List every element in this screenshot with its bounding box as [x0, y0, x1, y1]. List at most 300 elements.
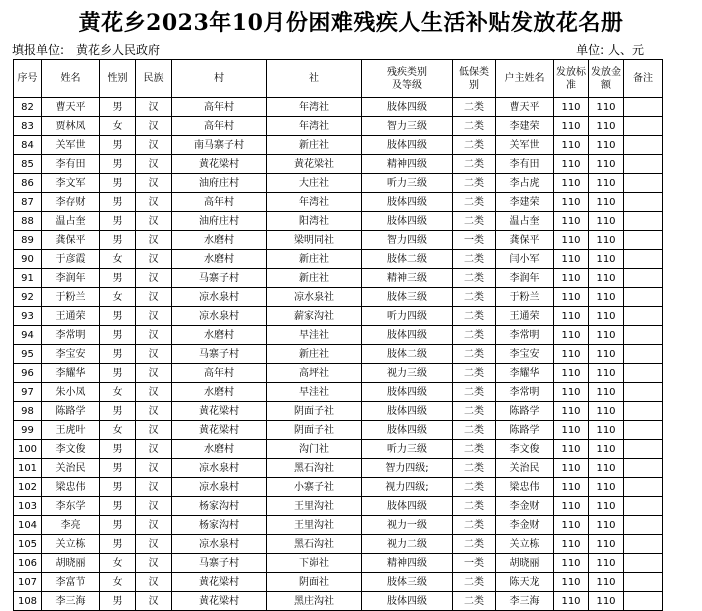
cell-dibao-category: 二类	[453, 288, 496, 307]
cell-name: 李宝安	[42, 345, 100, 364]
cell-name: 梁忠伟	[42, 478, 100, 497]
cell-ethnicity: 汉	[136, 231, 172, 250]
cell-disability: 肢体四级	[362, 402, 453, 421]
cell-dibao-category: 二类	[453, 592, 496, 611]
cell-household-head: 李三海	[496, 592, 554, 611]
cell-name: 李富节	[42, 573, 100, 592]
cell-name: 李文俊	[42, 440, 100, 459]
cell-village: 黄花梁村	[172, 155, 267, 174]
cell-seq: 104	[14, 516, 42, 535]
cell-household-head: 曹天平	[496, 98, 554, 117]
cell-dibao-category: 二类	[453, 269, 496, 288]
cell-dibao-category: 二类	[453, 364, 496, 383]
cell-remark	[624, 155, 663, 174]
cell-gender: 男	[100, 402, 136, 421]
cell-standard: 110	[554, 478, 589, 497]
cell-gender: 男	[100, 326, 136, 345]
cell-amount: 110	[589, 307, 624, 326]
table-row	[14, 231, 663, 250]
cell-remark	[624, 136, 663, 155]
col-header-remark: 备注	[624, 60, 663, 98]
cell-disability: 肢体四级	[362, 497, 453, 516]
cell-dibao-category: 一类	[453, 231, 496, 250]
cell-disability: 肢体二级	[362, 250, 453, 269]
cell-ethnicity: 汉	[136, 554, 172, 573]
cell-village: 黄花梁村	[172, 573, 267, 592]
cell-gender: 男	[100, 136, 136, 155]
cell-standard: 110	[554, 516, 589, 535]
col-header-seq: 序号	[14, 60, 42, 98]
table-row	[14, 193, 663, 212]
cell-ethnicity: 汉	[136, 364, 172, 383]
table-row	[14, 459, 663, 478]
cell-standard: 110	[554, 117, 589, 136]
col-header-name: 姓名	[42, 60, 100, 98]
cell-ethnicity: 汉	[136, 212, 172, 231]
cell-standard: 110	[554, 231, 589, 250]
cell-village: 水磨村	[172, 231, 267, 250]
cell-disability: 视力三级	[362, 364, 453, 383]
cell-remark	[624, 269, 663, 288]
cell-amount: 110	[589, 440, 624, 459]
cell-ethnicity: 汉	[136, 516, 172, 535]
cell-name: 李文军	[42, 174, 100, 193]
cell-name: 关立栋	[42, 535, 100, 554]
cell-standard: 110	[554, 250, 589, 269]
cell-seq: 98	[14, 402, 42, 421]
cell-standard: 110	[554, 497, 589, 516]
cell-remark	[624, 421, 663, 440]
cell-remark	[624, 497, 663, 516]
table-row	[14, 326, 663, 345]
cell-dibao-category: 二类	[453, 345, 496, 364]
table-row	[14, 592, 663, 611]
cell-gender: 男	[100, 516, 136, 535]
cell-name: 李东学	[42, 497, 100, 516]
cell-village: 水磨村	[172, 326, 267, 345]
cell-amount: 110	[589, 516, 624, 535]
cell-seq: 86	[14, 174, 42, 193]
cell-village: 水磨村	[172, 440, 267, 459]
table-header-row	[14, 60, 663, 98]
cell-amount: 110	[589, 174, 624, 193]
cell-disability: 精神三级	[362, 269, 453, 288]
cell-community: 大庄社	[267, 174, 362, 193]
cell-gender: 女	[100, 573, 136, 592]
cell-ethnicity: 汉	[136, 326, 172, 345]
cell-amount: 110	[589, 231, 624, 250]
cell-village: 油府庄村	[172, 174, 267, 193]
cell-gender: 男	[100, 212, 136, 231]
cell-village: 高年村	[172, 364, 267, 383]
cell-gender: 男	[100, 345, 136, 364]
cell-standard: 110	[554, 269, 589, 288]
col-header-village: 村	[172, 60, 267, 98]
cell-seq: 95	[14, 345, 42, 364]
cell-community: 新庄社	[267, 136, 362, 155]
cell-remark	[624, 478, 663, 497]
cell-disability: 肢体四级	[362, 212, 453, 231]
cell-village: 水磨村	[172, 383, 267, 402]
cell-gender: 女	[100, 288, 136, 307]
cell-dibao-category: 二类	[453, 326, 496, 345]
cell-remark	[624, 288, 663, 307]
cell-name: 王虎叶	[42, 421, 100, 440]
cell-community: 薪家沟社	[267, 307, 362, 326]
col-header-standard: 发放标 准	[554, 60, 589, 98]
cell-amount: 110	[589, 535, 624, 554]
cell-disability: 肢体三级	[362, 573, 453, 592]
cell-dibao-category: 二类	[453, 174, 496, 193]
cell-community: 沟门社	[267, 440, 362, 459]
cell-dibao-category: 二类	[453, 212, 496, 231]
cell-dibao-category: 二类	[453, 136, 496, 155]
cell-remark	[624, 535, 663, 554]
cell-household-head: 李耀华	[496, 364, 554, 383]
cell-remark	[624, 440, 663, 459]
cell-ethnicity: 汉	[136, 269, 172, 288]
cell-ethnicity: 汉	[136, 250, 172, 269]
cell-name: 龚保平	[42, 231, 100, 250]
cell-community: 下峁社	[267, 554, 362, 573]
cell-amount: 110	[589, 383, 624, 402]
cell-standard: 110	[554, 136, 589, 155]
cell-name: 李润年	[42, 269, 100, 288]
col-header-amount: 发放金 额	[589, 60, 624, 98]
col-header-disability: 残疾类别 及等级	[362, 60, 453, 98]
table-row	[14, 307, 663, 326]
cell-amount: 110	[589, 478, 624, 497]
cell-gender: 男	[100, 98, 136, 117]
form-meta-row	[12, 41, 702, 59]
cell-household-head: 李文俊	[496, 440, 554, 459]
cell-ethnicity: 汉	[136, 402, 172, 421]
cell-standard: 110	[554, 98, 589, 117]
cell-household-head: 关立栋	[496, 535, 554, 554]
cell-standard: 110	[554, 421, 589, 440]
cell-ethnicity: 汉	[136, 136, 172, 155]
cell-seq: 99	[14, 421, 42, 440]
table-row	[14, 364, 663, 383]
cell-dibao-category: 二类	[453, 250, 496, 269]
cell-amount: 110	[589, 155, 624, 174]
cell-name: 王通荣	[42, 307, 100, 326]
cell-village: 凉水泉村	[172, 307, 267, 326]
cell-village: 杨家沟村	[172, 497, 267, 516]
col-header-household-head: 户主姓名	[496, 60, 554, 98]
cell-gender: 男	[100, 231, 136, 250]
cell-ethnicity: 汉	[136, 174, 172, 193]
cell-disability: 肢体四级	[362, 136, 453, 155]
cell-ethnicity: 汉	[136, 155, 172, 174]
cell-seq: 103	[14, 497, 42, 516]
cell-village: 高年村	[172, 98, 267, 117]
cell-community: 阴面社	[267, 573, 362, 592]
cell-gender: 男	[100, 269, 136, 288]
cell-remark	[624, 364, 663, 383]
table-row	[14, 573, 663, 592]
cell-name: 李有田	[42, 155, 100, 174]
cell-household-head: 龚保平	[496, 231, 554, 250]
table-row	[14, 174, 663, 193]
cell-disability: 肢体二级	[362, 345, 453, 364]
cell-dibao-category: 二类	[453, 535, 496, 554]
cell-ethnicity: 汉	[136, 573, 172, 592]
cell-disability: 肢体四级	[362, 592, 453, 611]
cell-gender: 男	[100, 478, 136, 497]
cell-name: 李耀华	[42, 364, 100, 383]
cell-community: 黑石沟社	[267, 535, 362, 554]
cell-amount: 110	[589, 326, 624, 345]
cell-amount: 110	[589, 592, 624, 611]
cell-seq: 89	[14, 231, 42, 250]
col-header-community: 社	[267, 60, 362, 98]
cell-dibao-category: 二类	[453, 98, 496, 117]
table-row	[14, 383, 663, 402]
cell-community: 小寨子社	[267, 478, 362, 497]
cell-village: 马寨子村	[172, 345, 267, 364]
cell-dibao-category: 二类	[453, 402, 496, 421]
cell-household-head: 关治民	[496, 459, 554, 478]
table-row	[14, 497, 663, 516]
cell-ethnicity: 汉	[136, 459, 172, 478]
cell-household-head: 陈路学	[496, 421, 554, 440]
cell-remark	[624, 383, 663, 402]
cell-community: 凉水泉社	[267, 288, 362, 307]
cell-standard: 110	[554, 155, 589, 174]
cell-standard: 110	[554, 345, 589, 364]
cell-seq: 108	[14, 592, 42, 611]
cell-name: 李常明	[42, 326, 100, 345]
cell-community: 年湾社	[267, 117, 362, 136]
cell-gender: 男	[100, 440, 136, 459]
cell-ethnicity: 汉	[136, 440, 172, 459]
cell-household-head: 李宝安	[496, 345, 554, 364]
cell-community: 新庄社	[267, 250, 362, 269]
cell-amount: 110	[589, 364, 624, 383]
cell-ethnicity: 汉	[136, 383, 172, 402]
cell-disability: 听力四级	[362, 307, 453, 326]
cell-seq: 97	[14, 383, 42, 402]
cell-standard: 110	[554, 402, 589, 421]
cell-name: 陈路学	[42, 402, 100, 421]
cell-household-head: 陈天龙	[496, 573, 554, 592]
cell-dibao-category: 二类	[453, 193, 496, 212]
cell-amount: 110	[589, 421, 624, 440]
cell-dibao-category: 二类	[453, 307, 496, 326]
cell-household-head: 陈路学	[496, 402, 554, 421]
cell-seq: 84	[14, 136, 42, 155]
cell-remark	[624, 117, 663, 136]
cell-ethnicity: 汉	[136, 478, 172, 497]
cell-gender: 女	[100, 117, 136, 136]
cell-name: 李存财	[42, 193, 100, 212]
cell-community: 黄花梁社	[267, 155, 362, 174]
cell-name: 于粉兰	[42, 288, 100, 307]
cell-standard: 110	[554, 193, 589, 212]
reporting-unit-label: 填报单位:	[12, 43, 65, 57]
cell-gender: 男	[100, 497, 136, 516]
cell-standard: 110	[554, 212, 589, 231]
cell-disability: 智力三级	[362, 117, 453, 136]
table-row	[14, 98, 663, 117]
cell-standard: 110	[554, 288, 589, 307]
cell-standard: 110	[554, 573, 589, 592]
cell-community: 梁明同社	[267, 231, 362, 250]
cell-amount: 110	[589, 117, 624, 136]
cell-village: 高年村	[172, 193, 267, 212]
cell-seq: 90	[14, 250, 42, 269]
cell-name: 关治民	[42, 459, 100, 478]
cell-seq: 82	[14, 98, 42, 117]
cell-seq: 94	[14, 326, 42, 345]
cell-dibao-category: 二类	[453, 478, 496, 497]
cell-disability: 肢体四级	[362, 326, 453, 345]
cell-disability: 肢体四级	[362, 383, 453, 402]
cell-remark	[624, 98, 663, 117]
cell-remark	[624, 212, 663, 231]
cell-household-head: 李金财	[496, 516, 554, 535]
cell-household-head: 李常明	[496, 326, 554, 345]
cell-household-head: 关军世	[496, 136, 554, 155]
cell-name: 胡晓丽	[42, 554, 100, 573]
cell-dibao-category: 二类	[453, 516, 496, 535]
cell-standard: 110	[554, 535, 589, 554]
cell-household-head: 胡晓丽	[496, 554, 554, 573]
cell-standard: 110	[554, 459, 589, 478]
cell-name: 贾林凤	[42, 117, 100, 136]
table-row	[14, 345, 663, 364]
cell-community: 新庄社	[267, 345, 362, 364]
cell-gender: 女	[100, 421, 136, 440]
cell-amount: 110	[589, 497, 624, 516]
table-row	[14, 421, 663, 440]
cell-disability: 视力二级	[362, 535, 453, 554]
cell-dibao-category: 二类	[453, 155, 496, 174]
cell-household-head: 于粉兰	[496, 288, 554, 307]
cell-disability: 肢体四级	[362, 193, 453, 212]
cell-household-head: 李有田	[496, 155, 554, 174]
table-row	[14, 402, 663, 421]
cell-name: 温占奎	[42, 212, 100, 231]
cell-amount: 110	[589, 250, 624, 269]
cell-community: 阴面子社	[267, 421, 362, 440]
cell-standard: 110	[554, 364, 589, 383]
cell-standard: 110	[554, 554, 589, 573]
cell-ethnicity: 汉	[136, 535, 172, 554]
cell-community: 早洼社	[267, 383, 362, 402]
cell-village: 黄花梁村	[172, 592, 267, 611]
cell-gender: 男	[100, 174, 136, 193]
cell-disability: 精神四级	[362, 554, 453, 573]
cell-name: 曹天平	[42, 98, 100, 117]
cell-ethnicity: 汉	[136, 497, 172, 516]
cell-dibao-category: 二类	[453, 383, 496, 402]
cell-seq: 88	[14, 212, 42, 231]
cell-seq: 87	[14, 193, 42, 212]
cell-name: 于彦霞	[42, 250, 100, 269]
table-row	[14, 535, 663, 554]
cell-gender: 男	[100, 592, 136, 611]
cell-amount: 110	[589, 459, 624, 478]
cell-gender: 女	[100, 250, 136, 269]
col-header-dibao-category: 低保类 别	[453, 60, 496, 98]
col-header-gender: 性别	[100, 60, 136, 98]
cell-village: 凉水泉村	[172, 478, 267, 497]
cell-village: 凉水泉村	[172, 288, 267, 307]
cell-standard: 110	[554, 440, 589, 459]
cell-disability: 智力四级	[362, 231, 453, 250]
cell-amount: 110	[589, 554, 624, 573]
cell-dibao-category: 一类	[453, 554, 496, 573]
cell-seq: 96	[14, 364, 42, 383]
col-header-ethnicity: 民族	[136, 60, 172, 98]
cell-village: 马寨子村	[172, 554, 267, 573]
cell-household-head: 李常明	[496, 383, 554, 402]
cell-household-head: 闫小军	[496, 250, 554, 269]
cell-seq: 107	[14, 573, 42, 592]
table-row	[14, 516, 663, 535]
cell-seq: 102	[14, 478, 42, 497]
cell-remark	[624, 402, 663, 421]
cell-community: 黑石沟社	[267, 459, 362, 478]
cell-seq: 105	[14, 535, 42, 554]
cell-ethnicity: 汉	[136, 421, 172, 440]
cell-remark	[624, 231, 663, 250]
cell-seq: 92	[14, 288, 42, 307]
table-row	[14, 212, 663, 231]
cell-dibao-category: 二类	[453, 421, 496, 440]
reporting-unit-name: 黄花乡人民政府	[76, 43, 161, 57]
table-row	[14, 288, 663, 307]
cell-community: 高坪社	[267, 364, 362, 383]
cell-remark	[624, 345, 663, 364]
table-row	[14, 554, 663, 573]
table-row	[14, 440, 663, 459]
cell-seq: 85	[14, 155, 42, 174]
cell-name: 李三海	[42, 592, 100, 611]
cell-remark	[624, 459, 663, 478]
cell-community: 王里沟社	[267, 516, 362, 535]
cell-village: 水磨村	[172, 250, 267, 269]
cell-disability: 视力四级;	[362, 478, 453, 497]
cell-remark	[624, 250, 663, 269]
cell-household-head: 李润年	[496, 269, 554, 288]
cell-village: 高年村	[172, 117, 267, 136]
cell-remark	[624, 307, 663, 326]
table-row	[14, 155, 663, 174]
cell-ethnicity: 汉	[136, 345, 172, 364]
currency-unit: 单位: 人、元	[576, 43, 644, 57]
cell-seq: 83	[14, 117, 42, 136]
subsidy-roster-table	[13, 59, 663, 611]
cell-gender: 男	[100, 535, 136, 554]
cell-dibao-category: 二类	[453, 497, 496, 516]
cell-remark	[624, 193, 663, 212]
cell-gender: 女	[100, 383, 136, 402]
table-row	[14, 478, 663, 497]
cell-amount: 110	[589, 98, 624, 117]
cell-disability: 精神四级	[362, 155, 453, 174]
cell-village: 马寨子村	[172, 269, 267, 288]
cell-disability: 肢体四级	[362, 421, 453, 440]
cell-village: 杨家沟村	[172, 516, 267, 535]
table-row	[14, 250, 663, 269]
table-row	[14, 136, 663, 155]
cell-remark	[624, 326, 663, 345]
cell-remark	[624, 554, 663, 573]
cell-gender: 女	[100, 554, 136, 573]
